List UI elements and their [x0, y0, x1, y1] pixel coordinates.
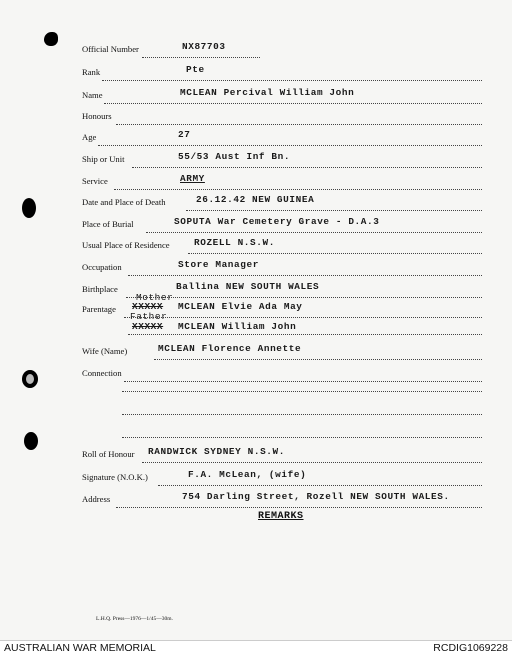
parentage-label: Parentage [82, 304, 116, 314]
age-value: 27 [178, 129, 191, 140]
burial-row [82, 216, 482, 233]
parentage-strike-2: XXXXX [132, 321, 164, 332]
honours-label: Honours [82, 111, 112, 121]
connection-row [82, 368, 482, 382]
official-number-label: Official Number [82, 44, 139, 54]
roll-value: RANDWICK SYDNEY N.S.W. [148, 446, 285, 457]
name-label: Name [82, 90, 103, 100]
residence-label: Usual Place of Residence [82, 240, 170, 250]
parentage-strike-1: XXXXX [132, 301, 164, 312]
occupation-row [82, 259, 482, 276]
punch-hole [22, 370, 38, 388]
roll-label: Roll of Honour [82, 449, 135, 459]
honours-row [82, 111, 482, 125]
rank-label: Rank [82, 67, 101, 77]
ship-row [82, 151, 482, 168]
burial-value: SOPUTA War Cemetery Grave - D.A.3 [174, 216, 380, 227]
official-number-value: NX87703 [182, 41, 226, 52]
service-label: Service [82, 176, 108, 186]
mother-value: MCLEAN Elvie Ada May [178, 301, 303, 312]
address-row [82, 491, 482, 508]
birthplace-label: Birthplace [82, 284, 118, 294]
service-value: ARMY [180, 173, 205, 184]
punch-hole-top [44, 32, 58, 46]
residence-row [82, 237, 482, 254]
remarks-heading: REMARKS [258, 511, 304, 522]
occupation-label: Occupation [82, 262, 122, 272]
connection-blank-line [122, 436, 482, 438]
name-value: MCLEAN Percival William John [180, 87, 355, 98]
punch-hole [24, 432, 38, 450]
connection-blank-line [122, 413, 482, 415]
occupation-value: Store Manager [178, 259, 259, 270]
archive-name: AUSTRALIAN WAR MEMORIAL [4, 642, 156, 654]
ship-value: 55/53 Aust Inf Bn. [178, 151, 291, 162]
name-row [82, 87, 482, 104]
death-label: Date and Place of Death [82, 197, 166, 207]
address-label: Address [82, 494, 111, 504]
father-word: Father [130, 311, 168, 322]
archive-footer [0, 640, 512, 655]
signature-value: F.A. McLean, (wife) [188, 469, 307, 480]
connection-label: Connection [82, 368, 122, 378]
record-id: RCDIG1069228 [433, 642, 508, 654]
age-row [82, 129, 482, 146]
age-label: Age [82, 132, 97, 142]
residence-value: ROZELL N.S.W. [194, 237, 275, 248]
service-row [82, 173, 482, 190]
birthplace-value: Ballina NEW SOUTH WALES [176, 281, 320, 292]
death-value: 26.12.42 NEW GUINEA [196, 194, 315, 205]
wife-row [82, 343, 482, 360]
official-number-row [82, 41, 482, 58]
mother-word: Mother [136, 292, 174, 303]
rank-row [82, 64, 482, 81]
wife-label: Wife (Name) [82, 346, 128, 356]
burial-label: Place of Burial [82, 219, 134, 229]
signature-row [82, 469, 482, 486]
connection-blank-line [122, 390, 482, 392]
signature-label: Signature (N.O.K.) [82, 472, 148, 482]
rank-value: Pte [186, 64, 205, 75]
punch-hole [22, 198, 36, 218]
print-code: L.H.Q. Press—1976—1/45—30m. [96, 616, 173, 622]
ship-label: Ship or Unit [82, 154, 125, 164]
death-row [82, 194, 482, 211]
address-value: 754 Darling Street, Rozell NEW SOUTH WALES. [182, 491, 450, 502]
roll-row [82, 446, 482, 463]
wife-value: MCLEAN Florence Annette [158, 343, 302, 354]
father-value: MCLEAN William John [178, 321, 297, 332]
